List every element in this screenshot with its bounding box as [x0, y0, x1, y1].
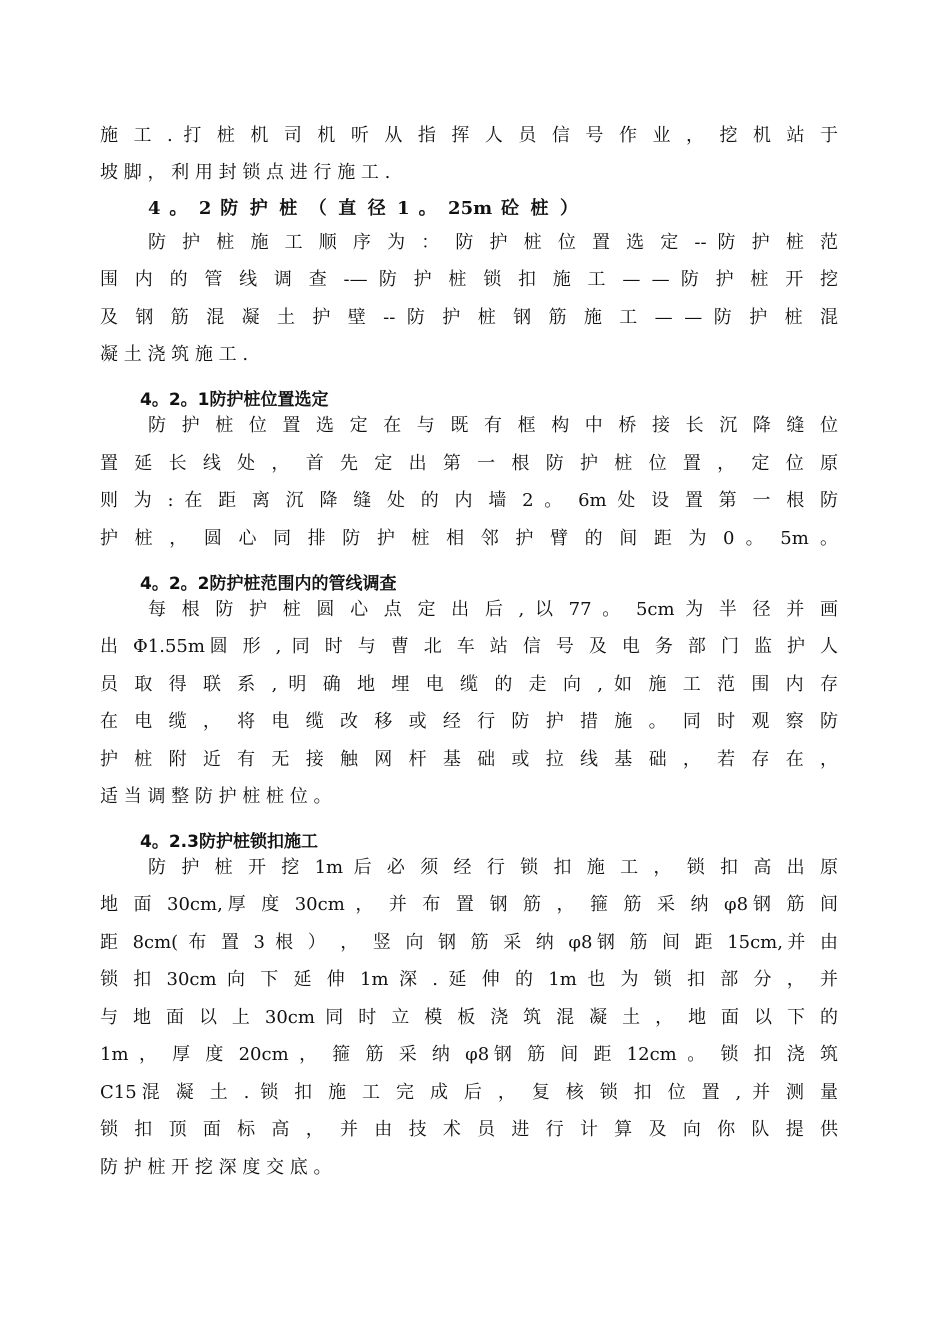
section-heading: 4 。 2 防 护 桩 （ 直 径 1 。 25m 砼 桩 ）: [148, 198, 578, 219]
paragraph-line: 与 地 面 以 上 30cm 同 时 立 模 板 浇 筑 混 凝 土 ， 地 面 以 下 的: [100, 1007, 838, 1028]
paragraph-line: 适 当 调 整 防 护 桩 桩 位 。: [100, 786, 332, 807]
paragraph-line: 凝 土 浇 筑 施 工 .: [100, 344, 249, 365]
subsection-heading: 4。2。1防护桩位置选定: [140, 390, 329, 410]
paragraph-line: 锁 扣 30cm 向 下 延 伸 1m 深 . 延 伸 的 1m 也 为 锁 扣 部 分 ， 并: [100, 969, 838, 990]
paragraph-line: 及 钢 筋 混 凝 土 护 壁 -- 防 护 桩 钢 筋 施 工 — — 防 护 桩 混: [100, 307, 838, 328]
paragraph-line: 防 护 桩 位 置 选 定 在 与 既 有 框 构 中 桥 接 长 沉 降 缝 位: [148, 415, 838, 436]
paragraph-line: 员 取 得 联 系 , 明 确 地 埋 电 缆 的 走 向 , 如 施 工 范 围 内 存: [100, 674, 838, 695]
paragraph-line: 护 桩 附 近 有 无 接 触 网 杆 基 础 或 拉 线 基 础 ， 若 存 在 ，: [100, 749, 838, 770]
paragraph-line: C15混 凝 土 . 锁 扣 施 工 完 成 后 ， 复 核 锁 扣 位 置 , 并 测 量: [100, 1082, 838, 1103]
paragraph-line: 则 为 : 在 距 离 沉 降 缝 处 的 内 墙 2 。 6m 处 设 置 第 一 根 防: [100, 490, 838, 511]
paragraph-line: 防 护 桩 开 挖 深 度 交 底 。: [100, 1157, 332, 1178]
paragraph-line: 防 护 桩 开 挖 1m 后 必 须 经 行 锁 扣 施 工 ， 锁 扣 高 出 原: [148, 857, 838, 878]
paragraph-line: 围 内 的 管 线 调 查 -— 防 护 桩 锁 扣 施 工 — — 防 护 桩 开 挖: [100, 269, 838, 290]
paragraph-line: 地 面 30cm,厚 度 30cm ， 并 布 置 钢 筋 ， 箍 筋 采 纳 φ8钢 筋 间: [100, 894, 838, 915]
subsection-heading: 4。2.3防护桩锁扣施工: [140, 832, 318, 852]
paragraph-line: 施 工 . 打 桩 机 司 机 听 从 指 挥 人 员 信 号 作 业 ， 挖 机 站 于: [100, 125, 838, 146]
paragraph-line: 每 根 防 护 桩 圆 心 点 定 出 后 , 以 77 。 5cm 为 半 径 并 画: [148, 599, 838, 620]
paragraph-line: 防 护 桩 施 工 顺 序 为 ： 防 护 桩 位 置 选 定 -- 防 护 桩 范: [148, 232, 838, 253]
paragraph-line: 在 电 缆 ， 将 电 缆 改 移 或 经 行 防 护 措 施 。 同 时 观 察 防: [100, 711, 838, 732]
paragraph-line: 置 延 长 线 处 ， 首 先 定 出 第 一 根 防 护 桩 位 置 ， 定 位 原: [100, 453, 838, 474]
paragraph-line: 坡 脚 ， 利 用 封 锁 点 进 行 施 工 .: [100, 162, 391, 183]
subsection-heading: 4。2。2防护桩范围内的管线调查: [140, 574, 397, 594]
paragraph-line: 护 桩 ， 圆 心 同 排 防 护 桩 相 邻 护 臂 的 间 距 为 0 。 5m 。: [100, 528, 838, 549]
paragraph-line: 出 Φ1.55m圆 形 , 同 时 与 曹 北 车 站 信 号 及 电 务 部 门 监 护 人: [100, 636, 838, 657]
paragraph-line: 距 8cm( 布 置 3 根 ） ， 竖 向 钢 筋 采 纳 φ8钢 筋 间 距 15cm,并 由: [100, 932, 838, 953]
paragraph-line: 1m ， 厚 度 20cm ， 箍 筋 采 纳 φ8钢 筋 间 距 12cm 。 锁 扣 浇 筑: [100, 1044, 838, 1065]
paragraph-line: 锁 扣 顶 面 标 高 ， 并 由 技 术 员 进 行 计 算 及 向 你 队 提 供: [100, 1119, 838, 1140]
